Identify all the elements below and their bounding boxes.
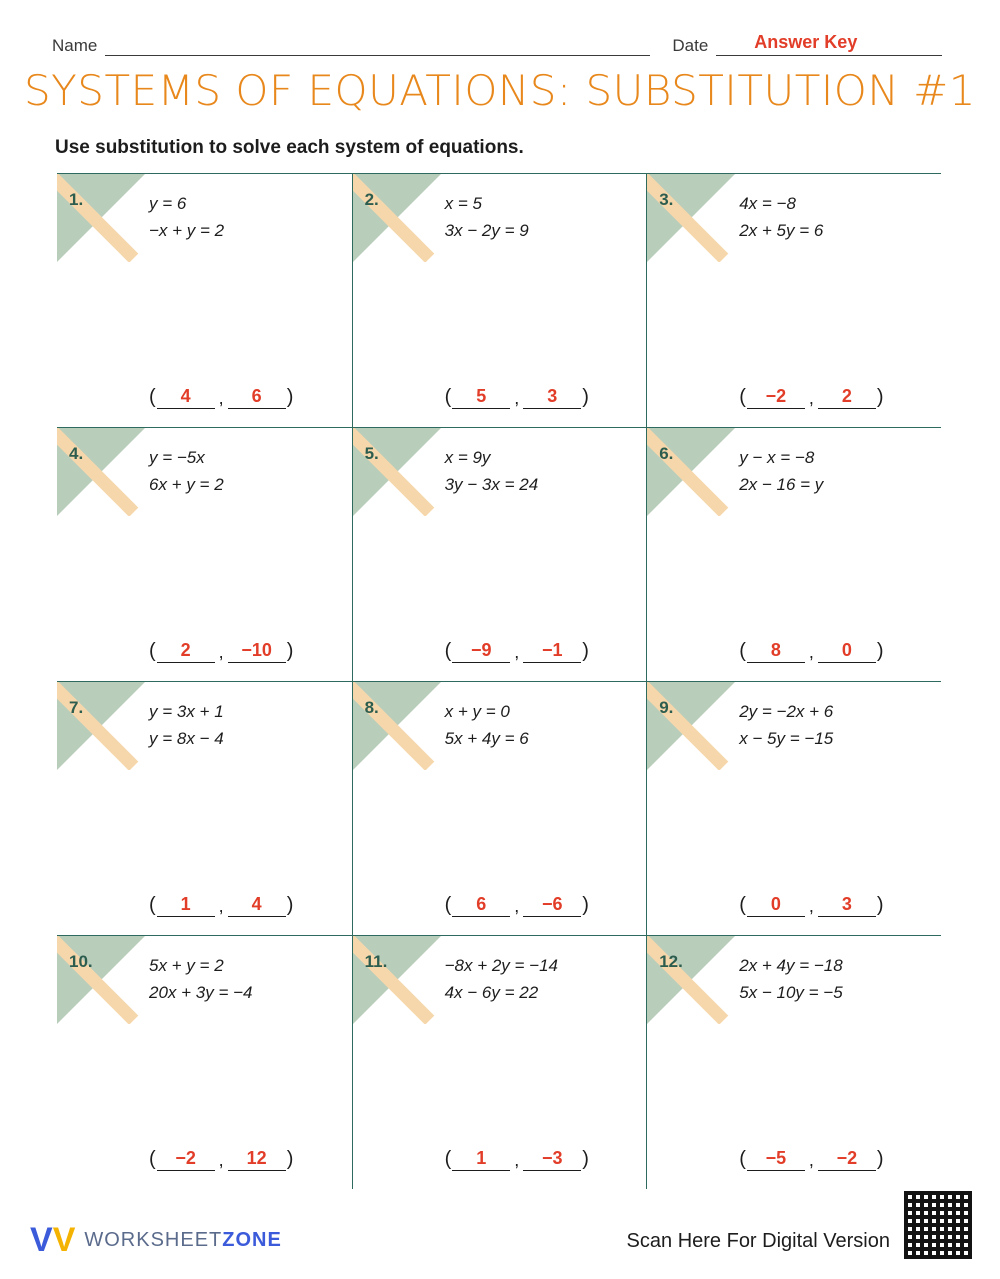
close-paren: ): [876, 894, 884, 916]
answer-pair: [445, 386, 589, 409]
equations: [739, 190, 823, 244]
equations: [149, 444, 224, 498]
close-paren: ): [582, 640, 589, 662]
problem-number: 11.: [364, 952, 388, 971]
comma: ,: [808, 896, 814, 916]
open-paren: (: [149, 894, 156, 916]
close-paren: ): [582, 894, 589, 916]
name-date-header: [52, 26, 942, 56]
name-blank-line[interactable]: [105, 35, 650, 56]
equation-1: y = 6: [149, 194, 187, 213]
comma: ,: [514, 642, 520, 662]
problem-row: [57, 682, 941, 936]
answer-y[interactable]: 6: [228, 386, 286, 409]
problem-number: 8.: [364, 698, 379, 717]
equations: [445, 952, 558, 1006]
corner-decoration: [647, 428, 735, 516]
corner-decoration: [647, 936, 735, 1024]
answer-y[interactable]: −1: [523, 640, 581, 663]
answer-pair: [739, 640, 883, 663]
equation-2: −x + y = 2: [149, 221, 225, 240]
equation-1: x = 9y: [444, 448, 491, 467]
corner-decoration: [57, 428, 145, 516]
answer-x[interactable]: 2: [157, 640, 215, 663]
answer-x[interactable]: −2: [747, 386, 805, 409]
equation-1: y − x = −8: [739, 448, 815, 467]
comma: ,: [218, 1150, 224, 1170]
answer-x[interactable]: 4: [157, 386, 215, 409]
problem-number: 2.: [364, 190, 379, 209]
answer-y[interactable]: −10: [228, 640, 286, 663]
answer-x[interactable]: 6: [452, 894, 510, 917]
date-label: Date: [672, 36, 709, 55]
equation-1: x + y = 0: [444, 702, 510, 721]
problem-number: 12.: [659, 952, 683, 971]
answer-x[interactable]: 1: [157, 894, 215, 917]
problem-row: [57, 936, 941, 1189]
problem-cell-5: [352, 428, 647, 681]
equation-2: 4x − 6y = 22: [444, 983, 539, 1002]
comma: ,: [808, 642, 814, 662]
answer-y[interactable]: 2: [818, 386, 876, 409]
qr-code-icon[interactable]: [904, 1191, 972, 1259]
answer-pair: [739, 386, 883, 409]
problem-cell-8: [352, 682, 647, 935]
comma: ,: [218, 642, 224, 662]
problem-number: 5.: [364, 444, 379, 463]
problem-cell-1: [57, 174, 352, 427]
answer-x[interactable]: −9: [452, 640, 510, 663]
answer-y[interactable]: −3: [523, 1148, 581, 1171]
problem-cell-11: [352, 936, 647, 1189]
equation-1: 4x = −8: [739, 194, 796, 213]
equation-2: 2x − 16 = y: [739, 475, 824, 494]
open-paren: (: [444, 1148, 452, 1170]
answer-y[interactable]: −6: [523, 894, 581, 917]
answer-y[interactable]: −2: [818, 1148, 876, 1171]
equation-2: 3x − 2y = 9: [444, 221, 529, 240]
equations: [149, 190, 224, 244]
equation-1: 2y = −2x + 6: [739, 702, 834, 721]
equation-2: 6x + y = 2: [149, 475, 224, 494]
problem-number: 3.: [659, 190, 674, 209]
equation-2: 20x + 3y = −4: [149, 983, 253, 1002]
open-paren: (: [739, 894, 746, 916]
instructions-text: Use substitution to solve each system of equations.: [55, 137, 524, 158]
answer-pair: [445, 894, 589, 917]
corner-decoration: [353, 174, 441, 262]
answer-pair: [149, 894, 293, 917]
problem-cell-2: [352, 174, 647, 427]
answer-x[interactable]: −2: [157, 1148, 215, 1171]
open-paren: (: [444, 894, 452, 916]
problem-cell-12: [646, 936, 941, 1189]
answer-x[interactable]: 5: [452, 386, 510, 409]
answer-pair: [149, 1148, 293, 1171]
problem-number: 1.: [69, 190, 84, 209]
equation-1: x = 5: [444, 194, 482, 213]
corner-decoration: [353, 936, 441, 1024]
date-blank-line[interactable]: [716, 33, 942, 56]
comma: ,: [514, 388, 520, 408]
problem-number: 6.: [659, 444, 674, 463]
problem-number: 9.: [659, 698, 674, 717]
problem-number: 7.: [69, 698, 84, 717]
problem-cell-6: [646, 428, 941, 681]
open-paren: (: [739, 386, 746, 408]
problem-cell-3: [646, 174, 941, 427]
open-paren: (: [149, 640, 156, 662]
equation-2: 5x − 10y = −5: [739, 983, 843, 1002]
problem-cell-7: [57, 682, 352, 935]
corner-decoration: [353, 682, 441, 770]
problem-row: [57, 428, 941, 682]
logo-text-worksheet: WORKSHEET: [84, 1228, 223, 1251]
equation-2: x − 5y = −15: [739, 729, 834, 748]
comma: ,: [808, 388, 814, 408]
corner-decoration: [647, 174, 735, 262]
equations: [445, 190, 529, 244]
equation-1: 5x + y = 2: [149, 956, 224, 975]
problem-cell-10: [57, 936, 352, 1189]
equations: [739, 952, 843, 1006]
close-paren: ): [582, 1148, 589, 1170]
equation-1: 2x + 4y = −18: [739, 956, 843, 975]
answer-x[interactable]: 8: [747, 640, 805, 663]
problem-number: 4.: [69, 444, 84, 463]
corner-decoration: [57, 174, 145, 262]
equation-1: y = −5x: [149, 448, 205, 467]
answer-y[interactable]: 4: [228, 894, 286, 917]
problem-cell-9: [646, 682, 941, 935]
comma: ,: [514, 896, 520, 916]
problem-cell-4: [57, 428, 352, 681]
comma: ,: [514, 1150, 520, 1170]
problem-number: 10.: [69, 952, 93, 971]
answer-y[interactable]: 0: [818, 640, 876, 663]
logo-mark-icon: VV: [30, 1221, 76, 1259]
close-paren: ): [286, 1148, 294, 1170]
problem-grid: [57, 173, 941, 1187]
logo-text: [84, 1229, 281, 1252]
comma: ,: [808, 1150, 814, 1170]
page-footer: [0, 1189, 1000, 1279]
corner-decoration: [57, 682, 145, 770]
equation-2: 5x + 4y = 6: [444, 729, 529, 748]
worksheet-zone-logo[interactable]: [30, 1223, 282, 1257]
equations: [445, 444, 539, 498]
corner-decoration: [353, 428, 441, 516]
open-paren: (: [444, 386, 452, 408]
answer-pair: [445, 1148, 589, 1171]
open-paren: (: [149, 386, 156, 408]
equations: [149, 952, 253, 1006]
problem-row: [57, 174, 941, 428]
answer-y[interactable]: 12: [228, 1148, 286, 1171]
answer-key-stamp: Answer Key: [754, 32, 858, 52]
answer-y[interactable]: 3: [523, 386, 581, 409]
answer-pair: [149, 640, 293, 663]
equations: [739, 444, 823, 498]
answer-x[interactable]: −5: [747, 1148, 805, 1171]
comma: ,: [218, 896, 224, 916]
answer-x[interactable]: 1: [452, 1148, 510, 1171]
equations: [149, 698, 224, 752]
equation-2: 3y − 3x = 24: [444, 475, 539, 494]
equation-2: 2x + 5y = 6: [739, 221, 824, 240]
close-paren: ): [876, 1148, 884, 1170]
corner-decoration: [57, 936, 145, 1024]
answer-pair: [739, 894, 883, 917]
page-title: SYSTEMS OF EQUATIONS: SUBSTITUTION #1: [23, 66, 976, 115]
equation-2: y = 8x − 4: [149, 729, 224, 748]
answer-pair: [445, 640, 589, 663]
open-paren: (: [739, 1148, 746, 1170]
name-label: Name: [52, 36, 98, 55]
open-paren: (: [444, 640, 452, 662]
comma: ,: [218, 388, 224, 408]
equations: [739, 698, 833, 752]
close-paren: ): [286, 894, 294, 916]
close-paren: ): [286, 640, 294, 662]
logo-text-zone: ZONE: [222, 1228, 282, 1251]
equation-1: y = 3x + 1: [149, 702, 224, 721]
answer-pair: [149, 386, 293, 409]
answer-x[interactable]: 0: [747, 894, 805, 917]
answer-pair: [739, 1148, 883, 1171]
close-paren: ): [876, 640, 884, 662]
open-paren: (: [739, 640, 746, 662]
equation-1: −8x + 2y = −14: [444, 956, 559, 975]
answer-y[interactable]: 3: [818, 894, 876, 917]
open-paren: (: [149, 1148, 156, 1170]
close-paren: ): [582, 386, 589, 408]
equations: [445, 698, 529, 752]
close-paren: ): [876, 386, 884, 408]
scan-instruction-text: Scan Here For Digital Version: [626, 1230, 890, 1252]
corner-decoration: [647, 682, 735, 770]
close-paren: ): [286, 386, 294, 408]
